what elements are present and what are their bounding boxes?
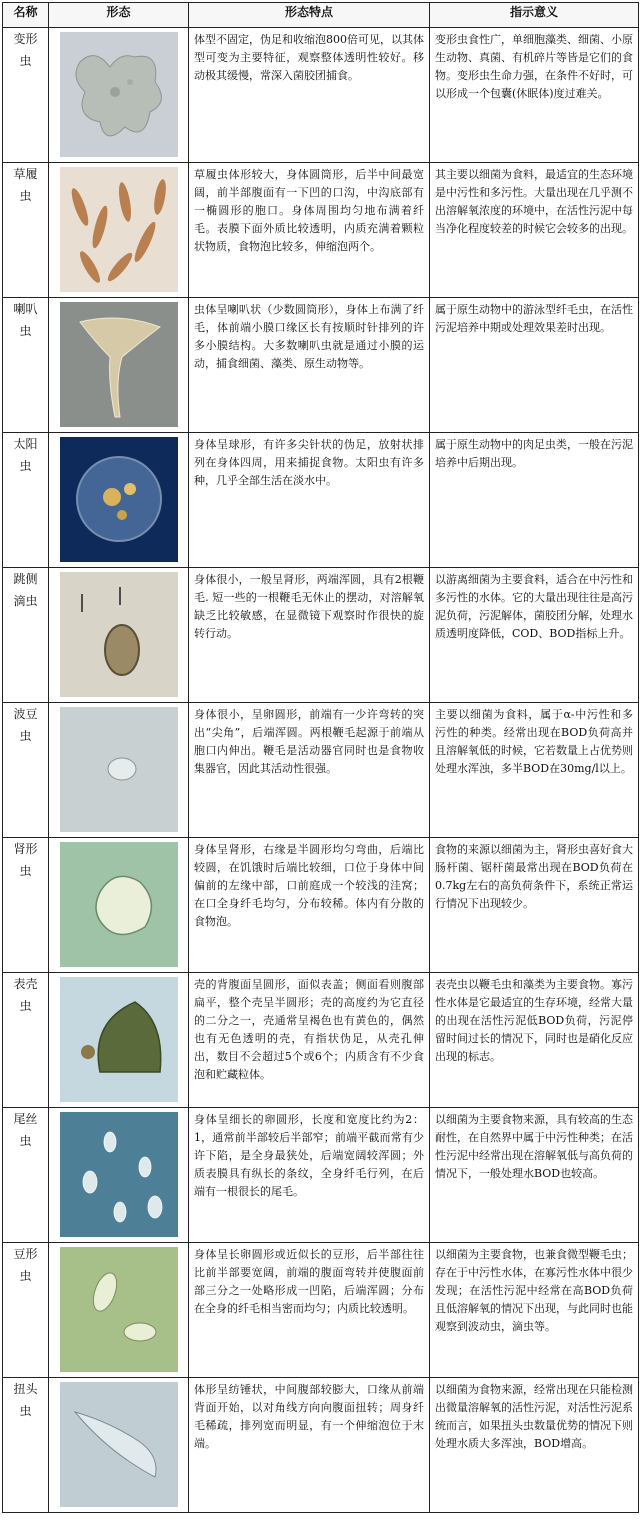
organism-name: 草履虫 (13, 167, 38, 203)
bodo-photo (60, 707, 178, 832)
arcella-photo (60, 977, 178, 1102)
organism-name: 肾形虫 (13, 842, 38, 878)
table-row (3, 1243, 639, 1378)
organism-name: 太阳虫 (13, 437, 38, 473)
features-text: 体形呈纺锤状，中间腹部较膨大，口缘从前端背面开始，以对角线方向向腹面扭转；周身纤毛稀疏，排列宽而明显，有一个伸缩泡位于末端。 (189, 1378, 430, 1513)
table-row (3, 433, 639, 568)
paramecium-photo (60, 167, 178, 292)
heliozoa-photo (60, 437, 178, 562)
organism-name: 波豆虫 (13, 707, 38, 743)
significance-text: 表壳虫以鞭毛虫和藻类为主要食物。寡污性水体是它最适宜的生存环境，经常大量的出现在活性污泥低BOD负荷，污泥停留时间过长的情况下，同时也是硝化反应出现的标志。 (430, 973, 639, 1108)
features-text: 身体呈细长的卵圆形，长度和宽度比约为2：1，通常前半部较后半部窄；前端平截而常有少许下陷，是全身最狭处，后端宽阔较浑圆；外质表膜具有纵长的条纹，全身纤毛行列，在后端有一根很长的尾毛。 (189, 1108, 430, 1243)
uronema-photo (60, 1112, 178, 1237)
amoeba-photo (60, 32, 178, 157)
header-name: 名称 (3, 3, 49, 28)
organism-name: 豆形虫 (13, 1247, 38, 1283)
table-row (3, 838, 639, 973)
significance-text: 以细菌为主要食物，也兼食微型鞭毛虫；存在于中污性水体，在寡污性水体中很少发现；在活性污泥中经常在高BOD负荷且低溶解氧的情况下出现，与此同时也能观察到波动虫，滴虫等。 (430, 1243, 639, 1378)
spirostomum-photo (60, 1382, 178, 1507)
significance-text: 属于原生动物中的游泳型纤毛虫，在活性污泥培养中期或处理效果差时出现。 (430, 298, 639, 433)
table-row (3, 973, 639, 1108)
colpoda-photo (60, 842, 178, 967)
features-text: 身体很小，呈卵圆形，前端有一少许弯转的突出“尖角”，后端浑圆。两根鞭毛起源于前端从胞口内伸出。鞭毛是活动器官同时也是食物收集器官，因此其活动性很强。 (189, 703, 430, 838)
header-form: 形态 (49, 3, 189, 28)
features-text: 身体很小，一般呈肾形，两端浑圆，具有2根鞭毛. 短一些的一根鞭毛无休止的摆动，对溶解氧缺乏比较敏感，在显微镜下观察时作很快的旋转行动。 (189, 568, 430, 703)
table-row (3, 163, 639, 298)
stentor-photo (60, 302, 178, 427)
table-row (3, 568, 639, 703)
significance-text: 食物的来源以细菌为主，肾形虫喜好食大肠杆菌、锯杆菌最常出现在BOD负荷在0.7kg左右的高负荷条件下，系统正常运行情况下出现较少。 (430, 838, 639, 973)
features-text: 身体呈肾形，右缘是半圆形均匀弯曲，后端比较圆，在饥饿时后端比较细，口位于身体中间偏前的左缘中部，口前庭成一个较浅的洼窝；在口全身纤毛均匀，分布较稀。体内有分散的食物泡。 (189, 838, 430, 973)
jumping-flagellate-photo (60, 572, 178, 697)
table-row (3, 1378, 639, 1513)
organism-name: 跳侧滴虫 (13, 572, 38, 608)
table-row (3, 28, 639, 163)
organism-name: 尾丝虫 (13, 1112, 38, 1148)
organism-name: 变形虫 (13, 32, 38, 68)
protozoa-table (2, 2, 639, 1513)
header-features: 形态特点 (189, 3, 430, 28)
significance-text: 以细菌为主要食物来源，具有较高的生态耐性，在自然界中属于中污性种类；在活性污泥中经常出现在溶解氧低与高负荷的情况下，一般处理水BOD也较高。 (430, 1108, 639, 1243)
table-row (3, 298, 639, 433)
organism-name: 表壳虫 (13, 977, 38, 1013)
features-text: 身体呈长卵圆形或近似长的豆形，后半部往往比前半部要宽阔，前端的腹面弯转并使腹面前部三分之一处略形成一凹陷，后端浑圆；分布在全身的纤毛相当密而均匀；内质比较透明。 (189, 1243, 430, 1378)
significance-text: 属于原生动物中的肉足虫类，一般在污泥培养中后期出现。 (430, 433, 639, 568)
table-row (3, 703, 639, 838)
header-significance: 指示意义 (430, 3, 639, 28)
significance-text: 主要以细菌为食料，属于α-中污性和多污性的种类。经常出现在BOD负荷高并且溶解氧低的时候，它若数量上占优势则处理水浑浊，多半BOD在30mg/l以上。 (430, 703, 639, 838)
organism-name: 喇叭虫 (13, 302, 38, 338)
significance-text: 以细菌为食物来源，经常出现在只能检测出微量溶解氧的活性污泥，对活性污泥系统而言，如果扭头虫数量优势的情况下则处理水质大多浑浊，BOD增高。 (430, 1378, 639, 1513)
features-text: 身体呈球形，有许多尖针状的伪足，放射状排列在身体四周，用来捕捉食物。太阳虫有许多种，几乎全部生活在淡水中。 (189, 433, 430, 568)
table-header-row (3, 3, 639, 28)
significance-text: 其主要以细菌为食料，最适宜的生态环境是中污性和多污性。大量出现在几乎测不出溶解氧浓度的环境中，在活性污泥中每当净化程度较差的时候它会较多的出现。 (430, 163, 639, 298)
features-text: 草履虫体形较大，身体圆筒形，后半中间最宽阔，前半部腹面有一下凹的口沟，中沟底部有一椭圆形的胞口。身体周围均匀地布满着纤毛。表膜下面外质比较透明，内质充满着颗粒状物质，食物泡比较多，伸缩泡两个。 (189, 163, 430, 298)
significance-text: 变形虫食性广，单细胞藻类、细菌、小原生动物、真菌、有机碎片等皆是它们的食物。变形虫生命力强，在条件不好时，可以形成一个包囊(休眠体)度过难关。 (430, 28, 639, 163)
significance-text: 以游离细菌为主要食料，适合在中污性和多污性的水体。它的大量出现往往是高污泥负荷，污泥解体，菌胶团分解，处理水质透明度降低，COD、BOD指标上升。 (430, 568, 639, 703)
table-row (3, 1108, 639, 1243)
features-text: 虫体呈喇叭状（少数圆筒形），身体上布满了纤毛，体前端小膜口缘区长有按顺时针排列的许多小膜结构。大多数喇叭虫就是通过小膜的运动，捕食细菌、藻类、原生动物等。 (189, 298, 430, 433)
features-text: 体型不固定，伪足和收缩泡800倍可见，以其体型可变为主要特征，观察整体透明性较好。移动极其缓慢，常深入菌胶团捕食。 (189, 28, 430, 163)
organism-name: 扭头虫 (13, 1382, 38, 1418)
colpidium-photo (60, 1247, 178, 1372)
features-text: 壳的背腹面呈圆形，面似表盖；侧面看则腹部扁平，整个壳呈半圆形；壳的高度约为它直径的二分之一，壳通常呈褐色也有黄色的，偶然也有无色透明的壳，有指状伪足，从壳孔伸出，数目不会超过5个或6个；内质含有不少食泡和贮藏粒体。 (189, 973, 430, 1108)
